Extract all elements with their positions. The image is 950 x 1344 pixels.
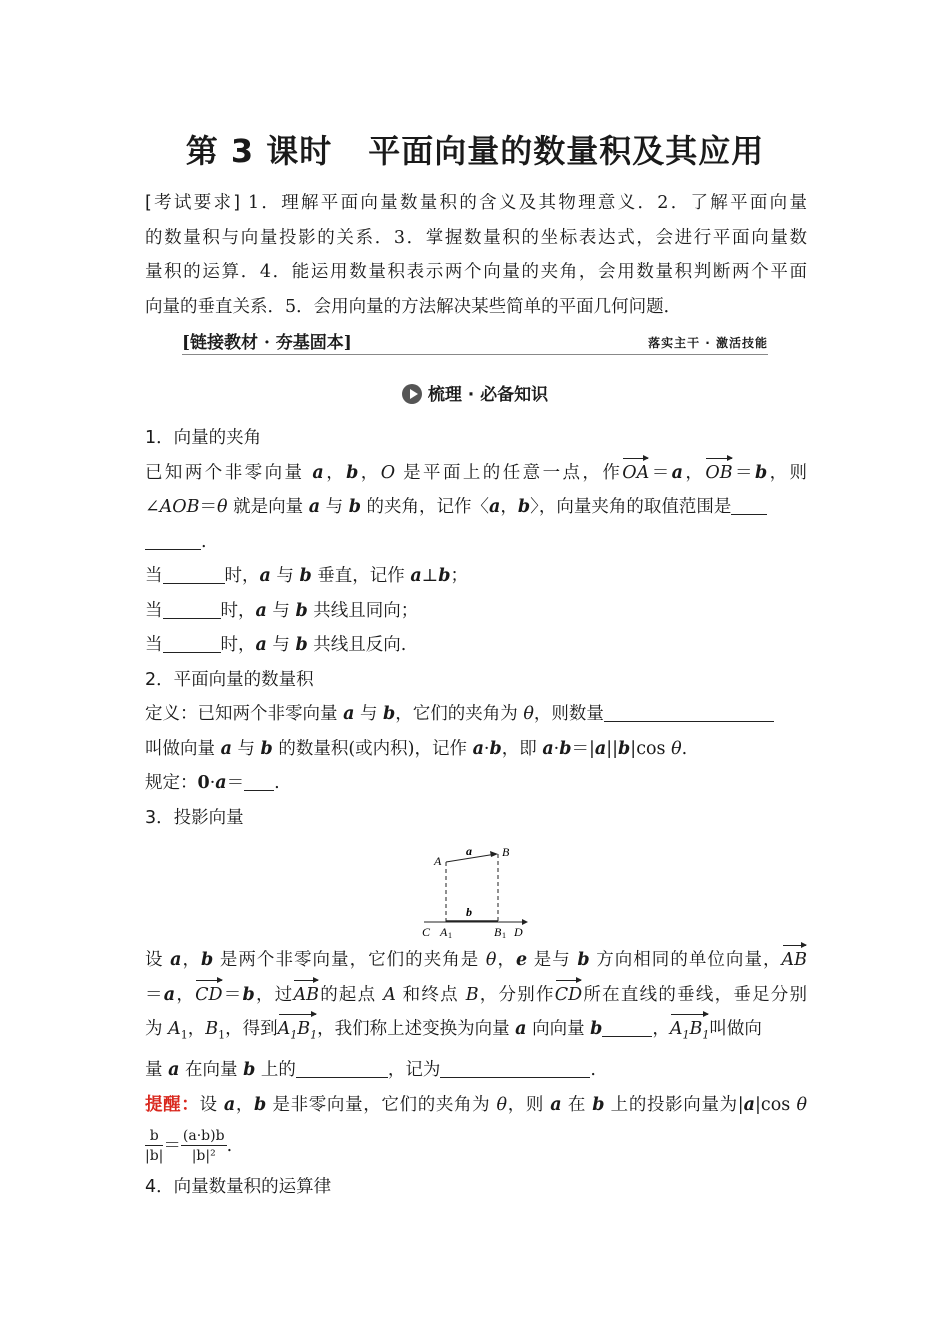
exam-requirements [145, 186, 807, 324]
angle-line-2: ∠AOB＝θ 就是向量 a 与 b 的夹角，记作〈a，b〉，向量夹角的取值范围是 [145, 490, 807, 525]
label-a-point: A [434, 854, 442, 868]
svg-text:1: 1 [448, 931, 452, 940]
case-opposite-direction: 当 时，a 与 b 共线且反向. [145, 635, 407, 655]
banner-subtitle: 落实主干 · 激活技能 [648, 336, 768, 350]
heading-dot-product: 2．平面向量的数量积 [145, 669, 314, 690]
answer-blank[interactable] [163, 565, 225, 584]
section-banner [182, 328, 768, 355]
projection-line-2: ＝a，CD＝b，过AB的起点 A 和终点 B，分别作CD所在直线的垂线，垂足分别 [145, 978, 807, 1013]
answer-blank[interactable] [296, 1059, 388, 1078]
exam-line-1: [考试要求] 1．理解平面向量数量积的含义及其物理意义．2．了解平面向量 [145, 193, 807, 213]
answer-blank[interactable] [163, 600, 221, 619]
definition-line-1: 定义：已知两个非零向量 a 与 b，它们的夹角为 θ，则数量 [145, 697, 807, 732]
exam-line-3: 量积的运算．4．能运用数量积表示两个向量的夹角，会用数量积判断两个平面 [145, 262, 807, 282]
fraction-projection: $\frac{(a\cdot b)b}{\text{|b|²}}$ [182, 1128, 225, 1164]
label-b-point: B [502, 845, 510, 859]
answer-blank[interactable] [163, 634, 221, 653]
label-a1-point: A [440, 925, 448, 939]
label-c-point: C [422, 925, 431, 939]
fraction-unit-vector: $\frac{b}{|b|}$ [145, 1128, 164, 1164]
play-circle-icon [402, 384, 422, 404]
rule-line: 规定：0·a＝ . [145, 773, 280, 793]
angle-line-1: 已知两个非零向量 a，b，O 是平面上的任意一点，作OA＝a，OB＝b，则 [145, 456, 807, 491]
lesson-title [0, 126, 950, 172]
label-d-point: D [514, 925, 523, 939]
label-vector-b: b [466, 905, 472, 919]
arrow-d [522, 919, 528, 925]
answer-blank[interactable] [731, 496, 767, 515]
tip-formula: $\frac{b}{|b|}$ ＝ $\frac{(a\cdot b)b}{\text{|b|²}}$ . [145, 1128, 233, 1164]
heading-angle: 1．向量的夹角 [145, 428, 262, 448]
banner-title: [链接教材 · 夯基固本] [182, 328, 358, 353]
answer-blank[interactable] [604, 703, 774, 722]
answer-blank[interactable] [244, 772, 274, 791]
section-heading: 梳理 · 必备知识 [0, 380, 950, 405]
arrow-b [490, 851, 498, 857]
exam-line-2: 的数量积与向量投影的关系．3．掌握数量积的坐标表达式，会进行平面向量数 [145, 227, 807, 248]
projection-line-4: 量 a 在向量 b 上的 ，记为 . [145, 1060, 596, 1080]
projection-body [145, 943, 807, 1205]
projection-diagram [418, 840, 538, 940]
content-body [145, 421, 807, 835]
projection-line-3: 为 $A_1$，$B_1$，得到$A_1B_1$，我们称上述变换为向量 a 向向量 b ，$A_1B_1$叫做向 [145, 1012, 807, 1053]
tip-label: 提醒： [145, 1094, 200, 1115]
definition-line-2: 叫做向量 a 与 b 的数量积(或内积)，记作 a·b，即 a·b＝|a||b|cos θ. [145, 738, 688, 759]
answer-blank[interactable] [440, 1059, 590, 1078]
projection-line-1: 设 a，b 是两个非零向量，它们的夹角是 θ，e 是与 b 方向相同的单位向量，AB [145, 943, 807, 978]
title-topic: 平面向量的数量积及其应用 [368, 132, 765, 170]
heading-operation-laws: 4．向量数量积的运算律 [145, 1177, 332, 1197]
exam-label: [考试要求] [145, 193, 241, 213]
answer-blank[interactable] [602, 1018, 652, 1037]
tip-line: 提醒：设 a，b 是非零向量，它们的夹角为 θ，则 a 在 b 上的投影向量为|a|cos θ [145, 1094, 807, 1115]
label-b1-point: B [494, 925, 502, 939]
case-same-direction: 当 时，a 与 b 共线且同向； [145, 600, 419, 621]
answer-blank[interactable] [145, 531, 201, 550]
title-lesson-number: 第 3 课时 [185, 132, 333, 170]
angle-line-3: . [145, 525, 807, 560]
exam-line-4: 向量的垂直关系．5．会用向量的方法解决某些简单的平面几何问题． [145, 296, 682, 317]
label-vector-a: a [466, 844, 472, 858]
heading-projection: 3．投影向量 [145, 807, 244, 828]
case-perpendicular: 当 时，a 与 b 垂直，记作 a⊥b； [145, 566, 468, 586]
svg-text:1: 1 [502, 931, 506, 940]
